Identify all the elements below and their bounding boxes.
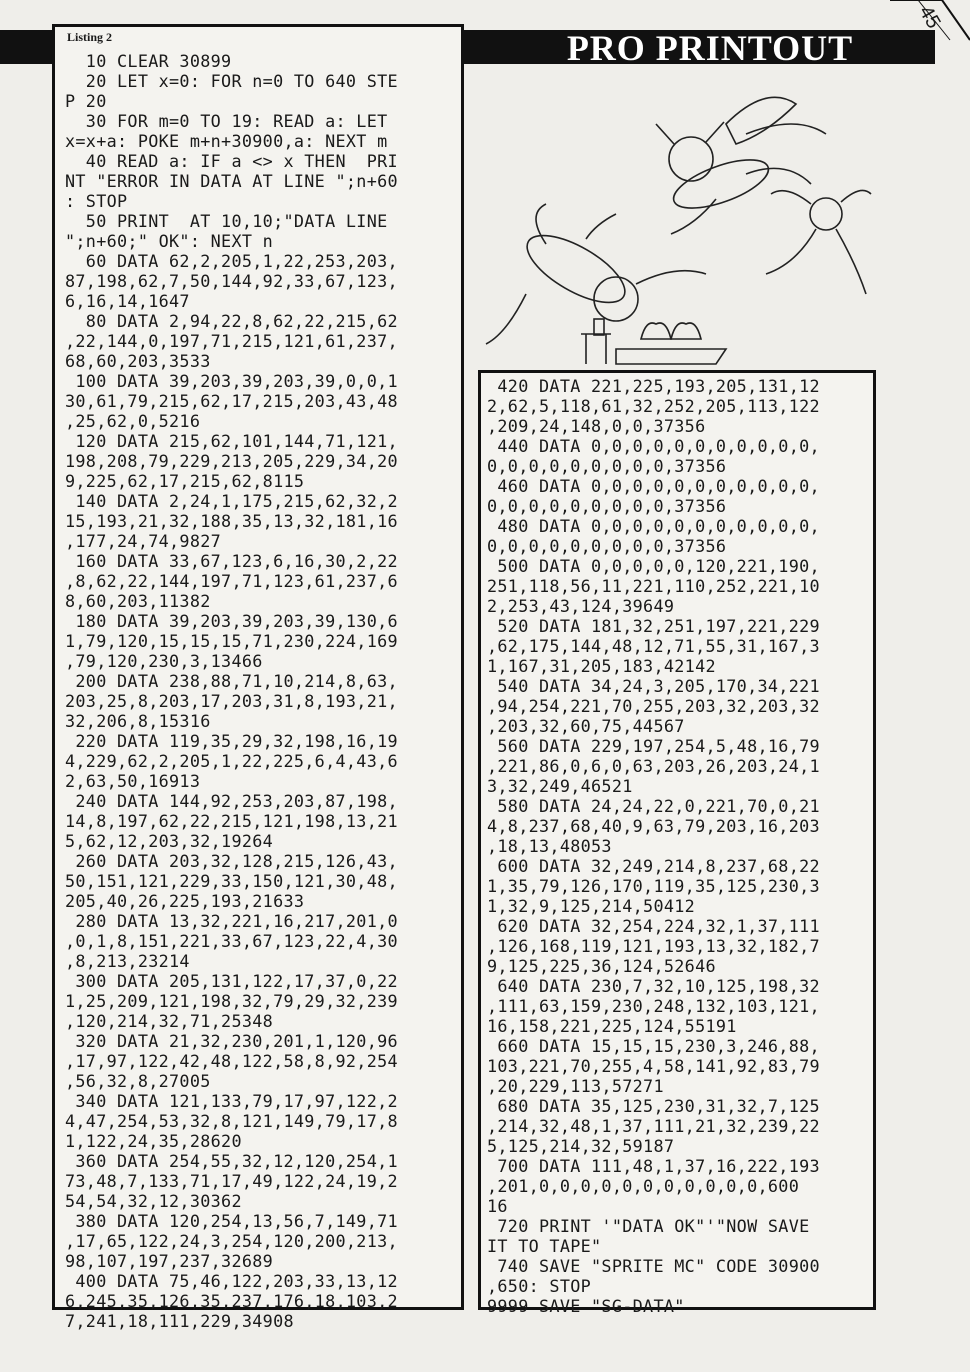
page-title: PRO PRINTOUT (566, 28, 854, 68)
code-right: 420 DATA 221,225,193,205,131,12 2,62,5,118,61,32,252,205,113,122 ,209,24,148,0,0,37356 440 DATA 0,0,0,0,0,0,0,0,0,0,0, 0,0,0,0,0,0,0,0,0,37356 460 DATA 0,0,0,0,0,0,0,0,0,0,0, 0,0,0,0,0,0,0,0,0,37356 480 DATA 0,0,0,0,0,0,0,0,0,0,0, 0,0,0,0,0,0,0,0,0,37356 500 DATA 0,0,0,0,0,120,221,190, 251,118,56,11,221,110,252,221,10 2,253,43,124,39649 520 DATA 181,32,251,197,221,229 ,62,175,144,48,12,71,55,31,167,3 1,167,31,205,183,42142 540 DATA 34,24,3,205,170,34,221 ,94,254,221,70,255,203,32,203,32 ,203,32,60,75,44567 560 DATA 229,197,254,5,48,16,79 ,221,86,0,6,0,63,203,26,203,24,1 3,32,249,46521 580 DATA 24,24,22,0,221,70,0,21 4,8,237,68,40,9,63,79,203,16,203 ,18,13,48053 600 DATA 32,249,214,8,237,68,22 1,35,79,126,170,119,35,125,230,3 1,32,9,125,214,50412 620 DATA 32,254,224,32,1,37,111 ,126,168,119,121,193,13,32,182,7 9,125,225,36,124,52646 640 DATA 230,7,32,10,125,198,32 ,111,63,159,230,248,132,103,121, 16,158,221,225,124,55191 660 DATA 15,15,15,230,3,246,88, 103,221,70,255,4,58,141,92,83,79 ,20,229,113,57271 680 DATA 35,125,230,31,32,7,125 ,214,32,48,1,37,111,21,32,239,22 5,125,214,32,59187 700 DATA 111,48,1,37,16,222,193 ,201,0,0,0,0,0,0,0,0,0,0,0,600 16 720 PRINT '"DATA OK"'"NOW SAVE IT TO TAPE" 740 SAVE "SPRITE MC" CODE 30900 ,650: STOP 9999 SAVE "SG-DATA" (487, 376, 820, 1316)
code-left: 10 CLEAR 30899 20 LET x=0: FOR n=0 TO 640 STE P 20 30 FOR m=0 TO 19: READ a: LET x=x+a: POKE m+n+30900,a: NEXT m 40 READ a: IF a <> x THEN PRI NT "ERROR IN DATA AT LINE ";n+60 : STOP 50 PRINT AT 10,10;"DATA LINE ";n+60;" OK": NEXT n 60 DATA 62,2,205,1,22,253,203, 87,198,62,7,50,144,92,33,67,123, 6,16,14,1647 80 DATA 2,94,22,8,62,22,215,62 ,22,144,0,197,71,215,121,61,237, 68,60,203,3533 100 DATA 39,203,39,203,39,0,0,1 30,61,79,215,62,17,215,203,43,48 ,25,62,0,5216 120 DATA 215,62,101,144,71,121, 198,208,79,229,213,205,229,34,20 9,225,62,17,215,62,8115 140 DATA 2,24,1,175,215,62,32,2 15,193,21,32,188,35,13,32,181,16 ,177,24,74,9827 160 DATA 33,67,123,6,16,30,2,22 ,8,62,22,144,197,71,123,61,237,6 8,60,203,11382 180 DATA 39,203,39,203,39,130,6 1,79,120,15,15,15,71,230,224,169 ,79,120,230,3,13466 200 DATA 238,88,71,10,214,8,63, 203,25,8,203,17,203,31,8,193,21, 32,206,8,15316 220 DATA 119,35,29,32,198,16,19 4,229,62,2,205,1,22,225,6,4,43,6 2,63,50,16913 240 DATA 144,92,253,203,87,198, 14,8,197,62,22,215,121,198,13,21 5,62,12,203,32,19264 260 DATA 203,32,128,215,126,43, 50,151,121,229,33,150,121,30,48, 205,40,26,225,193,21633 280 DATA 13,32,221,16,217,201,0 ,0,1,8,151,221,33,67,123,22,4,30 ,8,213,23214 300 DATA 205,131,122,17,37,0,22 1,25,209,121,198,32,79,29,32,239 ,120,214,32,71,25348 320 DATA 21,32,230,201,1,120,96 ,17,97,122,42,48,122,58,8,92,254 ,56,32,8,27005 340 DATA 121,133,79,17,97,122,2 4,47,254,53,32,8,121,149,79,17,8 1,122,24,35,28620 360 DATA 254,55,32,12,120,254,1 73,48,7,133,71,17,49,122,24,19,2 54,54,32,12,30362 380 DATA 120,254,13,56,7,149,71 ,17,65,122,24,3,254,120,200,213, 98,107,197,237,32689 400 DATA 75,46,122,203,33,13,12 6,245,35,126,35,237,176,18,103,2 7,241,18,111,229,34908 (65, 51, 398, 1331)
listing-left-column (52, 24, 464, 1331)
listing-title: Listing 2 (67, 30, 113, 44)
goblins-illustration (466, 64, 876, 370)
page-number: 45 (914, 2, 945, 33)
listing-right-column (478, 370, 876, 1316)
